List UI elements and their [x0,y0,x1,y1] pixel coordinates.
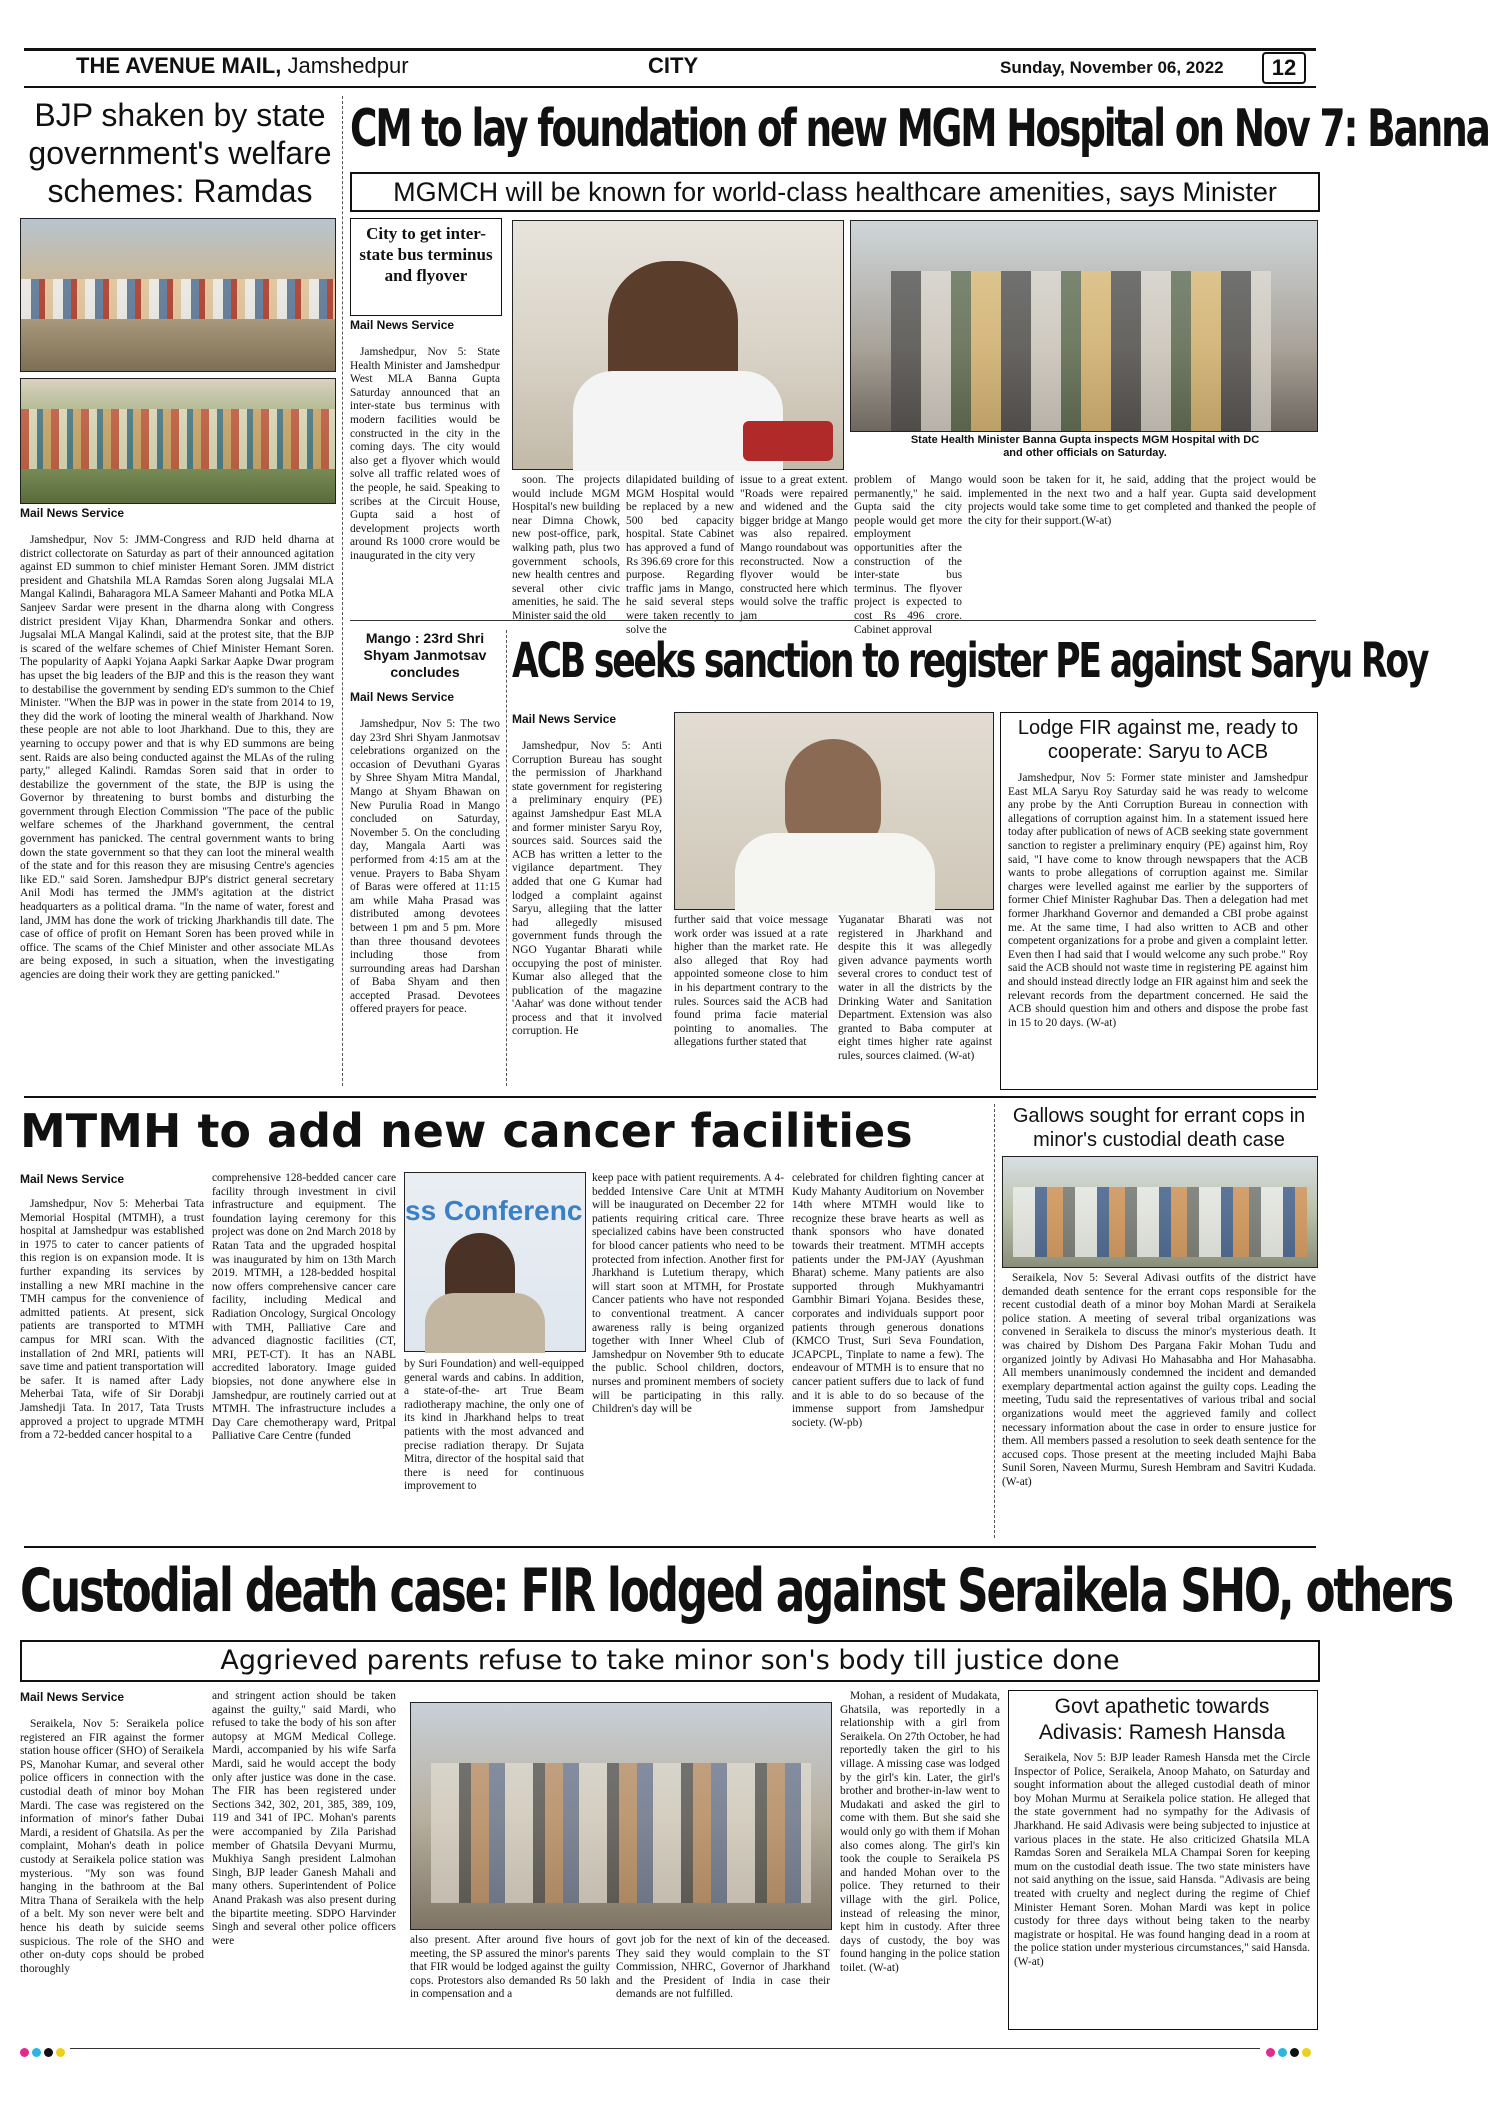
masthead-rule [24,86,1316,88]
story-custodial-subhead: Aggrieved parents refuse to take minor son's body till justice done [20,1640,1320,1682]
story-mtmh-headline: MTMH to add new cancer facilities [20,1104,913,1158]
story-shyam-body [350,718,500,1088]
story-mgm-col2 [512,474,620,622]
story-custodial-text-1: Seraikela, Nov 5: Seraikela police registered an FIR against the former station house officer (SHO) of Seraikela PS, Manohar Kumar, and several other police officers in connection with the custodial death of minor boy Mohan Mardi. The case was registered on the information of minor's father Dubai Mardi, a resident of Ghatsila. As per the complaint, Mohan's death in police custody at Seraikela police station was mysterious. "My son was found hanging in the bathroom at the Bal Mitra Thana of Seraikela with the help of a belt. My son never were belt and hence his death by suicide seems suspicious. The role of the SHO and other on-duty cops should be probed thoroughly [20,1718,204,1975]
story-custodial-text-3: also present. After around five hours of meeting, the SP assured the minor's parents that FIR would be lodged against the guilty cops. Protestors also demanded Rs 50 lakh in compensation and a [410,1934,610,2001]
inspection-caption: State Health Minister Banna Gupta inspects MGM Hospital with DC and other officials on Saturday. [910,434,1260,459]
decorative-dots-left [20,2044,68,2061]
dharna-photo-2 [20,378,336,504]
mtmh-photo [404,1172,586,1352]
story-bjp-headline: BJP shaken by state government's welfare schemes: Ramdas [28,97,332,209]
section-label: CITY [648,53,699,78]
story-hansda-headline: Govt apathetic towards Adivasis: Ramesh Hansda [1038,1695,1286,1744]
section-divider-2 [24,1546,1316,1548]
story-mgm-headline: CM to lay foundation of new MGM Hospital on Nov 7: Banna [350,99,1489,159]
story-mtmh-text-1: Jamshedpur, Nov 5: Meherbai Tata Memorial Hospital (MTMH), a trust hospital at Jamshedpur was established in 1975 to cater to cancer patients of this region is on expansion mode. It is further expanding its services by installing a new MRI machine in the TMH campus for the convenience of admitted patients. At present, sick patients are transported to MTMH campus for MRI scan. With the installation of 2nd MRI, patients will save time and patient transportation will be safer. It is named after Lady Meherbai Tata, wife of Sir Dorabji Jamshedji Tata. In 2017, Tata Trusts approved a project to upgrade MTMH from a 72-bedded cancer hospital to a [20,1198,204,1442]
story-acb-headline: ACB seeks sanction to register PE against Saryu Roy [512,633,1428,689]
issue-date: Sunday, November 06, 2022 [1000,58,1224,77]
story-mtmh-col1 [20,1198,204,1538]
story-custodial-col1 [20,1718,204,2028]
story-mtmh-col4 [592,1172,784,1538]
story-custodial-kicker: Mail News Service [20,1690,125,1704]
story-saryu-headline: Lodge FIR against me, ready to cooperate: Saryu to ACB [1017,717,1299,763]
story-mgm-col1 [350,346,500,608]
story-shyam-text: Jamshedpur, Nov 5: The two day 23rd Shri Shyam Janmotsav celebrations organized on the occasion of Devuthani Gyaras by Shree Shyam Mitra Mandal, Mango at Shyam Bhawan on New Purulia Road in Mango concluded on Saturday, November 5. On the concluding day, Mangala Aarti was performed from 4:15 am at the venue. Prayers to Baba Shyam of Baras were offered at 11:15 am while Maha Prasad was distributed among devotees between 1 pm and 5 pm. More than three thousand devotees including those from surrounding areas had Darshan of Baba Shyam and then accepted Prasad. Devotees offered prayers for peace. [350,718,500,1016]
story-bjp-body [20,534,334,1090]
dharna-photo-1 [20,218,336,372]
story-acb-kicker: Mail News Service [512,712,617,726]
story-hansda-text: Seraikela, Nov 5: BJP leader Ramesh Hansda met the Circle Inspector of Police, Seraikela, Anoop Mahato, on Saturday and sought information about the alleged custodial death of minor boy Mohan Murmu at Seraikela police station. He alleged that the state government had no sympathy for the Adivasis of Jharkhand. He said Adivasis were being subjected to injustice at various places in the state. He also criticized Ghatsila MLA Ramdas Soren and Seraikela MLA Champai Soren for keeping mum on the custodial death issue. The two state ministers have not said anything on the issue, said Hansda. "Adivasis are being treated with cruelty and neglect during the regime of Chief Minister Hemant Soren. Mohan Mardi was kept in police custody for three days without being taken to the nearby magistrate or hospital. He was found hanging dead in a room at the police station under mysterious circumstances," said Hansda.(W-at) [1014,1752,1310,1968]
story-mgm-col3 [626,474,734,636]
top-rule [24,48,1316,51]
inspection-photo [850,220,1318,432]
story-mtmh-text-5: celebrated for children fighting cancer at Kudy Mahanty Auditorium on November 14th where MTMH would like to recognize these brave hearts as well as thank sponsors who have donated towards their treatment. MTMH accepts patients under the PM-JAY (Ayushman Bharat) scheme. Many patients are also supported through Mukhyamantri Gambhir Bimari Yojana. Besides these, corporates and individuals support poor patients through generous donations (KMCO Trust, Suri Seva Foundation, JCAPCPL, Tinplate to name a few). The endeavour of MTMH is to ensure that no cancer patient suffers due to lack of fund and it is able to do so because of the immense support from Jamshedpur society. (W-pb) [792,1172,984,1429]
story-mtmh-col5 [792,1172,984,1538]
story-mtmh-col3 [404,1358,584,1538]
story-acb-text-1: Jamshedpur, Nov 5: Anti Corruption Bureau has sought the permission of Jharkhand state government for registering a preliminary enquiry (PE) against Jamshedpur East MLA and former minister Saryu Roy, sources said. Sources said the ACB has written a letter to the vigilance department. They added that one G Kumar had lodged a complaint against Saryu, allegiing that the latter had allegedly misused government funds through the NGO Yugantar Bharati while occupying the post of minister. Kumar also alleged that the publication of the magazine 'Aahar' was done without tender process and that it involved corruption. He [512,740,662,1038]
story-saryu-text: Jamshedpur, Nov 5: Former state minister and Jamshedpur East MLA Saryu Roy Saturday said he was ready to welcome any probe by the Anti Corruption Bureau in connection with allegations of corruption against him. In a statement issued here today after publication of news of ACB seeking state government sanction to register a preliminary enquiry (PE) against him, Roy said, "I have come to know through newspapers that the ACB wants to probe allegations of corruption against me. Similar charges were levelled against me earlier by the supporters of former Chief Minister Raghubar Das. Then a delegation had met former Jharkhand Governor and demanded a CBI probe against me. At the same time, I had also written to ACB and other competent organizations for a probe and given a complaint letter. Even then I had said that I would welcome any such probe." Roy said the ACB should not waste time in registering PE against him and should instead directly lodge an FIR against him and seek the relevant records from the department concerned. He said the ACB should question him and others and dispose the probe fast in 15 to 20 days. (W-at) [1008,772,1308,1029]
story-mtmh-kicker: Mail News Service [20,1172,125,1186]
story-gallows-body [1002,1272,1316,1538]
story-acb-col1 [512,740,662,1088]
story-custodial-text-2: and stringent action should be taken against the guilty," said Mardi, who refused to take the body of his son after autopsy at MGM Medical College. Mardi, accompanied by his wife Sarfa Mardi, said he would accept the body only after justice was done in the case. The FIR has been registered under Sections 342, 302, 201, 385, 389, 109, 119 and 341 of IPC. Mohan's parents were accompanied by Zila Parishad member of Ghatsila Devyani Murmu, Mukhiya Sangh president Lalmohan Singh, BJP leader Ganesh Mahali and many others. Superintendent of Police Anand Prakash was also present during the bipartite meeting. SDPO Harvinder Singh and several other police officers were [212,1690,396,1947]
story-custodial-text-5: Mohan, a resident of Mudakata, Ghatsila, was reportedly in a relationship with a girl from Seraikela. On 27th October, he had reportedly taken the girl to his village. A missing case was lodged by the girl's kin. Later, the girl's brother and brother-in-law went to Mudakati and asked the girl to come with them. But she said she would only go with them if Mohan also comes along. The girl's kin took the couple to Seraikela PS and handed Mohan over to the police. They returned to their village with the girl. Police, instead of releasing the minor, kept him in custody. After three days of custody, the boy was found hanging in the police station toilet. (W-at) [840,1690,1000,1974]
footer-dots-right [1266,2044,1314,2062]
story-custodial-col4 [616,1934,830,2028]
story-mgm-text-4: issue to a great extent. "Roads were repaired and widened and the bigger bridge at Mango was also repaired. Mango roundabout was reconstructed. Now a flyover would be constructed here which would solve the traffic jam [740,474,848,622]
story-mgm-subhead: MGMCH will be known for world-class healthcare amenities, says Minister [350,172,1320,212]
minister-photo [512,220,844,470]
footer-rule [70,2048,1260,2049]
story-saryu-body [1008,772,1308,1084]
story-mgm-text-5: problem of Mango permanently," he said. Gupta said the city people would get more employment opportunities after the construction of the inter-state bus terminus. The flyover project is expected to cost Rs 496 crore. Cabinet approval [854,474,962,636]
story-mtmh-col2 [212,1172,396,1538]
story-custodial-col5 [840,1690,1000,2028]
section-divider-1 [24,1096,1316,1098]
story-mgm-text-2: soon. The projects would include MGM Hospital's new building near Dimna Chowk, new post-office, park, walking path, plus two government schools, new health centres and several other civic amenities, he said. The Minister said the old [512,474,620,622]
story-mtmh-text-4: keep pace with patient requirements. A 4-bedded Intensive Care Unit at MTMH will be inaugurated on December 22 for patients requiring critical care. Three specialized cabins have been constructed for blood cancer patients who need to be protected from infection. Another first for Jharkhand is Lutetium therapy, which will start soon at MTMH, for Prostate Cancer patients who have not responded to conventional treatment. A cancer awareness rally is being organized together with Inner Wheel Club of Jamshedpur on November 9th to educate the public. School children, doctors, nurses and prominent members of society will be participating in this rally. Children's day will be [592,1172,784,1416]
footer-dots-left [20,2044,68,2062]
story-mgm-text-6: would soon be taken for it, he said, adding that the project would be implemented in the next two and a half year. Gupta said development projects would take some time to get completed and thanked the people of the city for their support.(W-at) [968,474,1316,527]
story-acb-col2 [674,914,828,1088]
column-rule-2 [506,630,507,1086]
story-mgm-col4 [740,474,848,622]
mtmh-photo-text: ss Conferenc [405,1195,583,1226]
column-rule [342,96,343,1086]
adivasi-meeting-photo [1002,1156,1318,1268]
story-acb-text-2: further said that voice message work order was issued at a rate higher than the market rate. He also alleged that Roy had appointed someone close to him in his department contrary to the rules. Sources said the ACB had found prima facie material pointing to anomalies. The allegations further stated that [674,914,828,1049]
story-acb-col3 [838,914,992,1088]
story-mgm-col6 [968,474,1316,608]
story-acb-headline-wrap [512,630,1428,696]
story-custodial-col3 [410,1934,610,2028]
custodial-meeting-photo [410,1702,832,1930]
story-shyam-headline: Mango : 23rd Shri Shyam Janmotsav concludes [363,630,487,680]
story-gallows-headline: Gallows sought for errant cops in minor's custodial death case [1012,1105,1306,1151]
saryu-photo [674,712,994,910]
page-number: 12 [1262,52,1306,84]
story-mtmh-text-2: comprehensive 128-bedded cancer care facility through investment in civil infrastructure and equipment. The foundation laying ceremony for this project was done on 2nd March 2018 by Ratan Tata and the upgraded hospital was inaugurated by him on 13th March 2019. MTMH, a 128-bedded hospital now offers comprehensive cancer care facility, including Medical and Radiation Oncology, Surgical Oncology with TMH, Palliative Care and advanced diagnostic facilities (CT, MRI, PET-CT). It has an NABL accredited laboratory. Image guided biopsies, not done anywhere else in Jamshedpur, are routinely carried out at MTMH. The infrastructure includes a Day Care chemotherapy ward, Pritpal Palliative Care Centre (funded [212,1172,396,1443]
story-acb-text-3: Yuganatar Bharati was not registered in Jharkhand and despite this it was allegedly given advance payments worth several crores to conduct test of water in all the districts by the Drinking Water and Sanitation Department. Extension was also granted to Baba computer at eight times higher rate against rules, sources claimed. (W-at) [838,914,992,1062]
story-custodial-col2 [212,1690,396,2028]
section-rule [350,620,1316,621]
story-custodial-headline: Custodial death case: FIR lodged against Seraikela SHO, others [20,1556,1452,1626]
story-mgm-headline-wrap [350,96,1489,166]
masthead-paper [76,53,409,79]
story-mtmh-text-3: by Suri Foundation) and well-equipped general wards and cabins. In addition, a state-of-the- art True Beam radiotherapy machine, the only one of its kind in Jharkhand helps to treat patients with the most advanced and precise radiation therapy. Dr Sujata Mitra, director of the hospital said that there is need for continuous improvement to [404,1358,584,1493]
story-mgm-text-1: Jamshedpur, Nov 5: State Health Minister and Jamshedpur West MLA Banna Gupta Saturday announced that an inter-state bus terminus with modern facilities would be constructed in the city in the coming days. The city would also get a flyover which would solve all traffic related woes of the people, he said. Speaking to scribes at the Circuit House, Gupta said a host of development projects worth around Rs 1000 crore would be inaugurated in the city very [350,346,500,562]
column-rule-3 [994,1104,995,1538]
story-shyam-kicker: Mail News Service [350,690,455,704]
story-bjp-text: Jamshedpur, Nov 5: JMM-Congress and RJD held dharna at district collectorate on Saturday as part of their announced agitation against ED summon to chief minister Hemant Soren. JMM district president and Ghatshila MLA Ramdas Soren along Jugsalai MLA Mangal Kalindi, Baharagora MLA Sameer Mahanti and Potka MLA Sanjeev Sardar were present in the dharna along with Congress district president Vijay Khan, Dharmendra Sonkar and others. Jugsalai MLA Mangal Kalindi, said at the protest site, that the BJP is scared of the welfare schemes of Chief Minister Hemant Soren. The popularity of Aapki Yojana Aapki Sarkar Aapke Dwar program has upset the big leaders of the BJP and this is the reason they want to destabilise the government by sending ED's summon to the Chief Minister. "When the BJP was in power in the state from 2014 to 19, they did the work of looting the mineral wealth of Jharkhand. Now these people are not able to loot Jharkhand. Due to this, they are yearning to occupy power and that is why ED summons are being sent. Raids are also being conducted against the MLAs of the ruling party," alleged Kalindi. Ramdas Soren said that in order to destabilize the government of the state, the BJP is using the Governor by threatening to burst bombs and disturbing the government through Election Commission "The pace of the public welfare schemes of the Jharkhand government, the central government has panicked. The central government wants to bring down the state government so that they can loot the mineral wealth of the state and for this reason they are misusing Centre's agencies like ED." said Soren. Jamshedpur BJP's district general secretary Anil Modi has termed the JMM's agitation at the district headquarters as a political drama. "In the name of water, forest and land, JMM has done the work of tricking Jharkhandis till date. The case of office of profit on Hemant Soren has been proved while in office. The scams of the Chief Minister and other associate MLAs are being exposed, in such a situation, when the investigating agencies are doing their work they are getting panicked." [20,534,334,981]
story-bjp-kicker: Mail News Service [20,506,125,520]
story-mgm-text-3: dilapidated building of MGM Hospital would be replaced by a new 500 bed capacity hospital. State Cabinet has approved a fund of Rs 396.69 crore for this purpose. Regarding traffic jams in Mango, he said several steps were taken recently to solve the [626,474,734,636]
decorative-dots-right [1266,2044,1314,2061]
paper-city: Jamshedpur [287,53,409,78]
story-custodial-text-4: govt job for the next of kin of the deceased. They said they would complain to the ST Commission, NHRC, Governor of Jharkhand and the President of India in case their demands are not fulfilled. [616,1934,830,2001]
story-mgm-kicker: Mail News Service [350,318,455,332]
story-mgm-col5 [854,474,962,636]
story-gallows-text: Seraikela, Nov 5: Several Adivasi outfits of the district have demanded death sentence for the errant cops responsible for the recent custodial death of a minor boy Mohan Mardi at Seraikela police station. A meeting of several tribal organizations was convened in Seraikela to discuss the minor's mysterious death. It was chaired by Dishom Des Pargana Fakir Mohan Tudu and organized jointly by Adivasi Ho Mahasabha and Hor Mahasabha. All members unanimously condemned the incident and demanded exemplary departmental action against the guilty cops. Leading the meeting, Tudu said the representatives of various tribal and social organizations would meet the aggrieved family and collect necessary information about the case in order to ensure justice for them. All members passed a resolution to seek death sentence for the accused cops. Those present at the meeting included Majhi Baba Sunil Soren, Naveen Murmu, Suresh Hembram and Savitri Kudada.(W-at) [1002,1272,1316,1488]
paper-name: THE AVENUE MAIL, [76,53,282,78]
story-mgm-sidebox: City to get inter-state bus terminus and flyover [350,218,502,316]
story-custodial-headline-wrap [20,1552,1452,1632]
story-hansda-body [1014,1752,1310,2024]
